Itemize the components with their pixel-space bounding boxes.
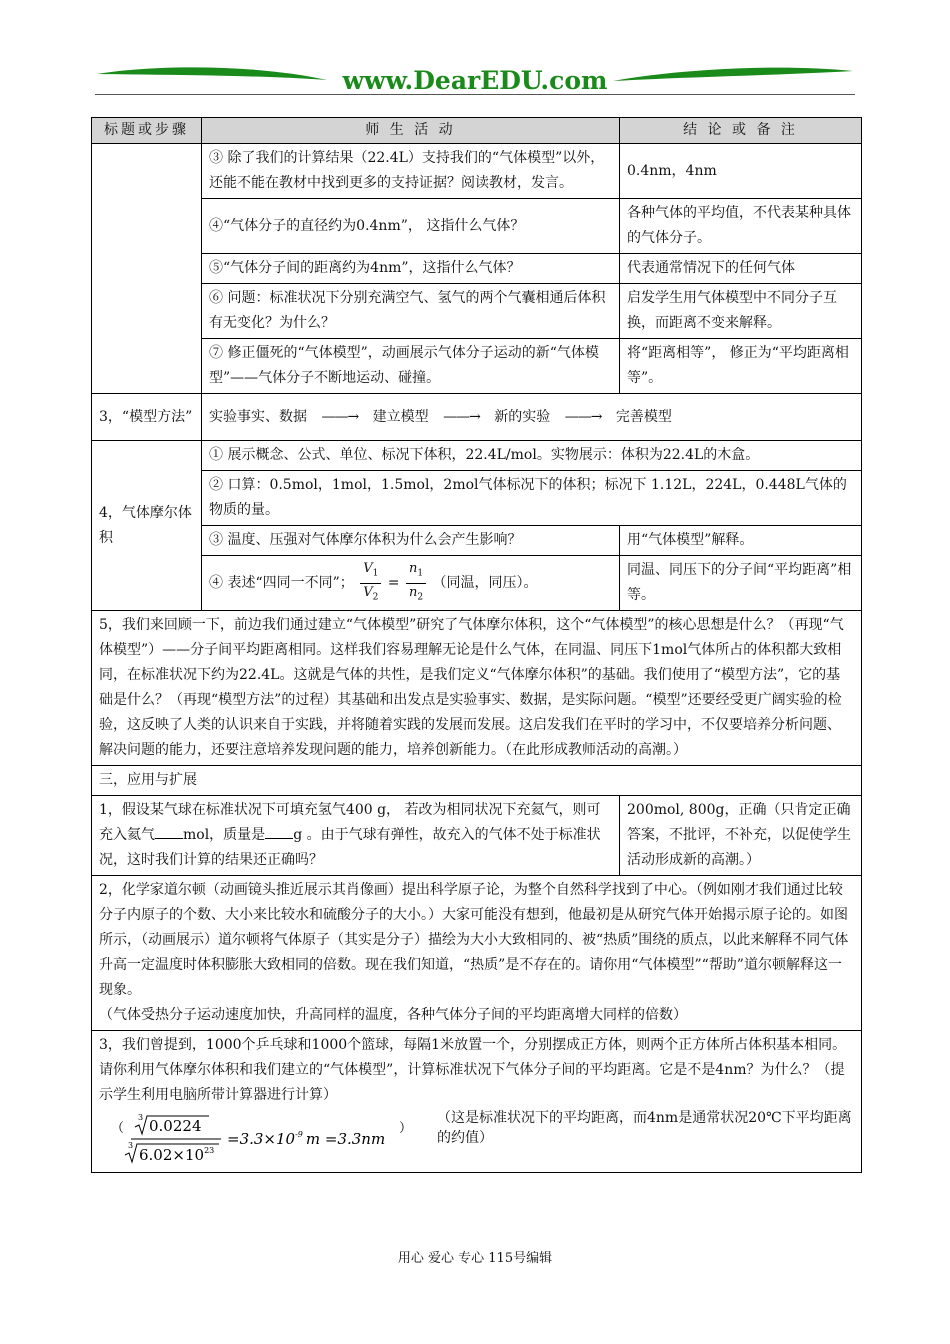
application-row xyxy=(92,876,862,1031)
molar-volume-row xyxy=(92,526,862,556)
flow-step: 建立模型 xyxy=(372,408,429,425)
distance-formula xyxy=(111,1112,421,1170)
note-cell: 代表通常情况下的任何气体 xyxy=(620,254,862,284)
review-paragraph: 5，我们来回顾一下，前边我们通过建立“气体模型”研究了气体摩尔体积，这个“气体模型”的核心思想是什么？（再现“气体模型”）——分子间平均距离相同。这样我们容易理解无论是什么气体，在同温、同压下1mol气体所占的体积都大致相同，在标准状况下约为22.4L。这就是气体的共性，是我们定义“气体摩尔体积”的基础。我们使用了“模型方法”，它的基础是什么？（再现“模型方法”的过程）其基础和出发点是实验事实、数据，是实际问题。“模型”还要经受更广阔实验的检验，这反映了人类的认识来自于实践，并将随着实践的发展而发展。这启发我们在平时的学习中，不仅要培养分析问题、解决问题的能力，还要注意培养发现问题的能力，培养创新能力。（在此形成教师活动的高潮。） xyxy=(92,611,862,766)
flow-step: 实验事实、数据 xyxy=(209,408,307,425)
activity-cell: ⑦ 修正僵死的“气体模型”，动画展示气体分子运动的新“气体模型”——气体分子不断地运动、碰撞。 xyxy=(202,339,620,394)
flow-arrow-icon: ——→ xyxy=(564,408,602,425)
flow-step: 完善模型 xyxy=(615,408,672,425)
activity-cell: ⑤“气体分子间的距离约为4nm”，这指什么气体？ xyxy=(202,254,620,284)
lesson-table xyxy=(91,117,862,1173)
review-row xyxy=(92,611,862,766)
volume-ratio-formula: $\frac{V_1}{V_2}$ xyxy=(360,560,381,606)
molar-volume-row xyxy=(92,471,862,526)
note-cell: 用“气体模型”解释。 xyxy=(620,526,862,556)
activity-cell: ③ 除了我们的计算结果（22.4L）支持我们的“气体模型”以外，还能不能在教材中找到更多的支持证据？阅读教材，发言。 xyxy=(202,144,620,199)
flow-step: 新的实验 xyxy=(494,408,551,425)
answer-blank xyxy=(155,824,183,839)
header-rule xyxy=(95,94,855,95)
section-title: 三，应用与扩展 xyxy=(92,766,862,796)
note-cell: 同温、同压下的分子间“平均距离”相等。 xyxy=(620,556,862,611)
table-row xyxy=(92,254,862,284)
application-question xyxy=(92,1031,862,1173)
distance-note: （这是标准状况下的平均距离，而4nm是通常状况20℃下平均距离的约值） xyxy=(437,1110,852,1146)
distance-question: 3，我们曾提到，1000个乒乓球和1000个篮球，每隔1米放置一个，分别摆成正方体，则两个正方体所占体积基本相同。请你利用气体摩尔体积和我们建立的“气体模型”，计算标准状况下气体分子间的平均距离。它是不是4nm？为什么？（提示学生利用电脑所带计算器进行计算） xyxy=(99,1037,847,1103)
model-method-row xyxy=(92,394,862,441)
header-step: 标题或步骤 xyxy=(92,118,202,144)
note-cell: 0.4nm，4nm xyxy=(620,144,862,199)
formula-denominator: $6.02\times 10^{23}$ xyxy=(139,1146,215,1164)
table-row xyxy=(92,339,862,394)
molar-volume-row xyxy=(92,556,862,611)
empty-step-cell xyxy=(92,144,202,394)
molar-volume-item: ③ 温度、压强对气体摩尔体积为什么会产生影响？ xyxy=(202,526,620,556)
table-row xyxy=(92,144,862,199)
molar-volume-item: ① 展示概念、公式、单位、标况下体积，22.4L/mol。实物展示：体积为22.4L的木盒。 xyxy=(202,441,862,471)
application-question: 1，假设某气球在标准状况下可填充氢气400 g， 若改为相同状况下充氦气，则可充入氦气 mol，质量是 g 。由于气球有弹性，故充入的气体不处于标准状况，这时我们计算的结果还正确吗？ xyxy=(92,796,620,876)
site-logo xyxy=(95,62,855,98)
note-cell: 将“距离相等”， 修正为“平均距离相等”。 xyxy=(620,339,862,394)
header-activity: 师 生 活 动 xyxy=(202,118,620,144)
note-cell: 各种气体的平均值，不代表某种具体的气体分子。 xyxy=(620,199,862,254)
formula-open-paren: （ xyxy=(111,1121,125,1136)
molar-volume-item: ② 口算：0.5mol，1mol，1.5mol，2mol气体标况下的体积；标况下 1.12L，224L，0.448L气体的物质的量。 xyxy=(202,471,862,526)
application-row xyxy=(92,1031,862,1173)
activity-cell: ④“气体分子的直径约为0.4nm”， 这指什么气体？ xyxy=(202,199,620,254)
logo-text: www.DearEDU.com xyxy=(342,66,608,95)
page-footer: 用心 爱心 专心 115号编辑 xyxy=(397,1251,553,1266)
note-cell: 启发学生用气体模型中不同分子互换，而距离不变来解释。 xyxy=(620,284,862,339)
application-question xyxy=(92,876,862,1031)
activity-cell: ⑥ 问题：标准状况下分别充满空气、氢气的两个气囊相通后体积有无变化？为什么？ xyxy=(202,284,620,339)
section-title-row xyxy=(92,766,862,796)
dalton-answer: （气体受热分子运动速度加快，升高同样的温度，各种气体分子间的平均距离增大同样的倍数） xyxy=(99,1007,687,1023)
flow-arrow-icon: ——→ xyxy=(443,408,480,425)
note-cell: 200mol, 800g，正确（只肯定正确答案，不批评，不补充，以促使学生活动形成新的高潮。） xyxy=(620,796,862,876)
formula-numerator: 0.0224 xyxy=(149,1117,202,1135)
root-index: 3 xyxy=(138,1113,144,1122)
answer-blank xyxy=(265,824,293,839)
distance-calculation xyxy=(99,1108,854,1170)
molar-volume-item xyxy=(202,556,620,611)
formula-close-paren: ） xyxy=(399,1121,413,1136)
model-method-flow xyxy=(202,394,862,441)
formula-result: $=3.3\times 10^{-9}$ m =3.3nm xyxy=(227,1130,386,1148)
dalton-question: 2，化学家道尔顿（动画镜头推近展示其肖像画）提出科学原子论，为整个自然科学找到了中心。（例如刚才我们通过比较分子内原子的个数、大小来比较水和硫酸分子的大小。）大家可能没有想到，他最初是从研究气体开始揭示原子论的。如图所示，（动画展示）道尔顿将气体原子（其实是分子）描绘为大小大致相同的、被“热质”围绕的质点，以此来解释不同气体升高一定温度时体积膨胀大致相同的倍数。现在我们知道，“热质”是不存在的。请你用“气体模型”“帮助”道尔顿解释这一现象。 xyxy=(99,882,849,998)
molar-volume-row xyxy=(92,441,862,471)
table-header-row xyxy=(92,118,862,144)
item4-suffix: （同温，同压）。 xyxy=(432,575,538,591)
logo-swoosh-left xyxy=(97,67,327,80)
mole-ratio-formula: $\frac{n_1}{n_2}$ xyxy=(406,560,426,606)
item4-prefix: ④ 表述“四同一不同”； xyxy=(209,575,354,591)
root-index: 3 xyxy=(128,1141,134,1150)
header-note: 结 论 或 备 注 xyxy=(620,118,862,144)
logo-swoosh-right xyxy=(613,68,853,81)
table-row xyxy=(92,199,862,254)
flow-arrow-icon: ——→ xyxy=(321,408,359,425)
molar-volume-title: 4，气体摩尔体积 xyxy=(92,441,202,611)
table-row xyxy=(92,284,862,339)
application-row xyxy=(92,796,862,876)
model-method-title: 3，“模型方法” xyxy=(92,394,202,441)
formula-equals: = xyxy=(387,575,400,591)
